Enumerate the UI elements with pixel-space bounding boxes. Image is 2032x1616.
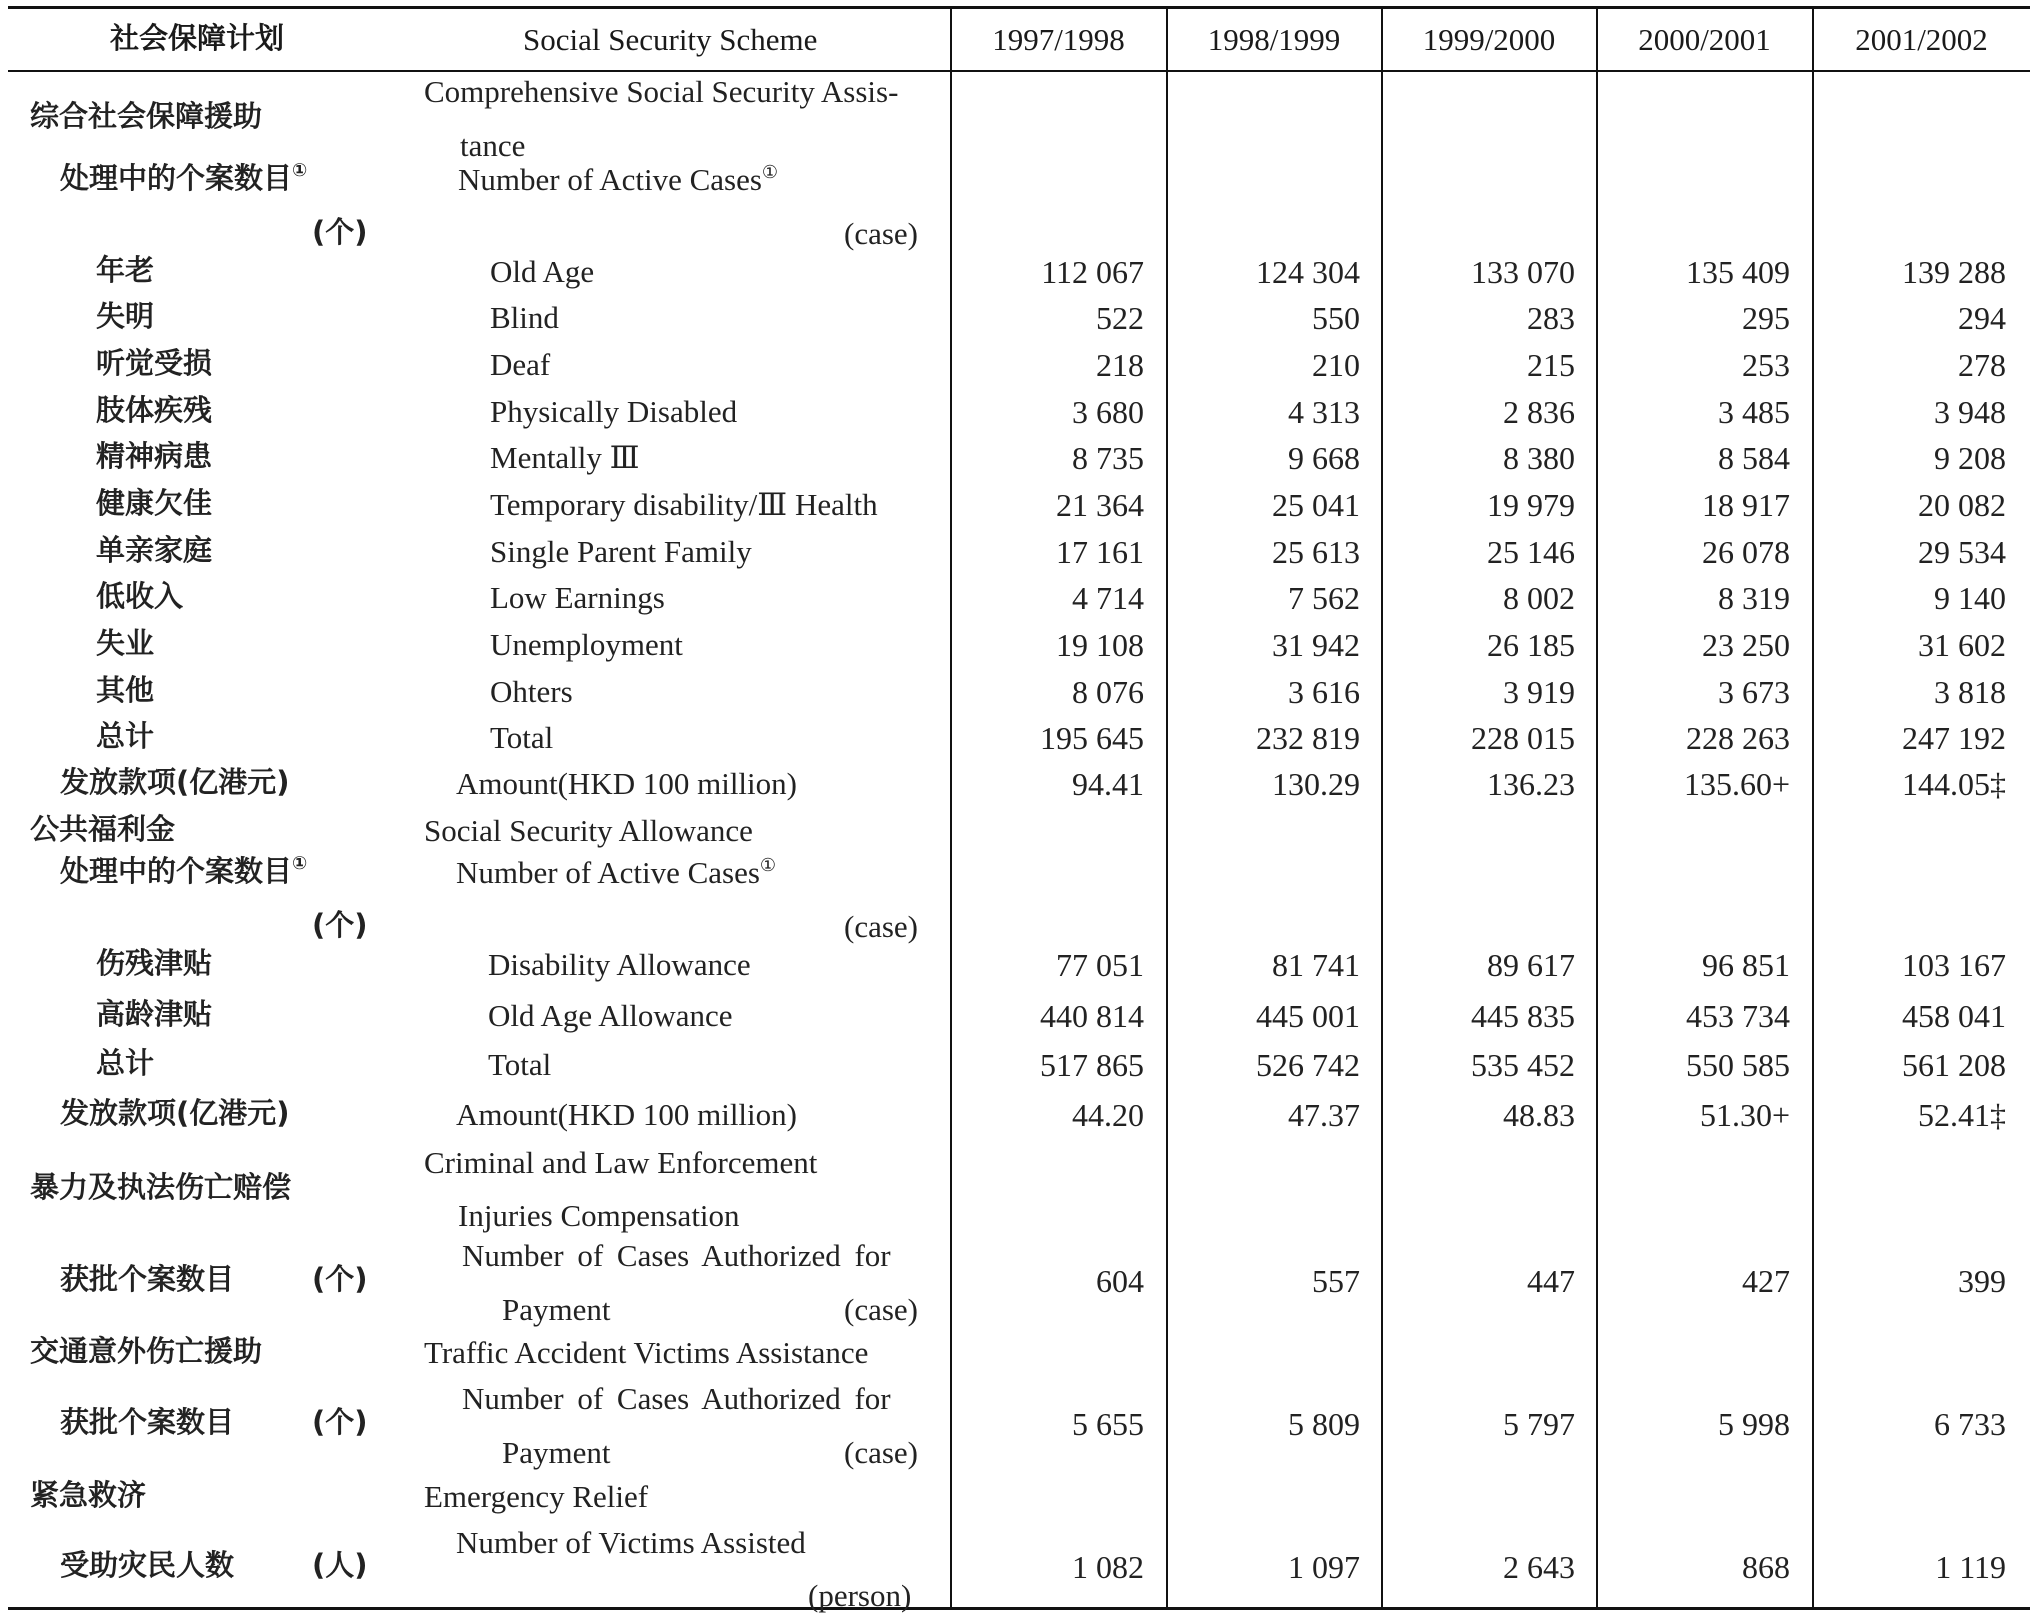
- row-label-chinese: 单亲家庭: [96, 533, 213, 567]
- section-title-chinese: 暴力及执法伤亡赔偿: [30, 1170, 292, 1204]
- data-cell: 294: [1958, 300, 2006, 336]
- data-cell: 1 097: [1288, 1549, 1360, 1585]
- section-title-english: Social Security Allowance: [424, 813, 753, 848]
- column-divider: [1812, 6, 1814, 1610]
- data-cell: 3 948: [1934, 394, 2006, 430]
- unit-english: (case): [844, 1292, 918, 1327]
- data-cell: 130.29: [1272, 766, 1360, 802]
- data-cell: 94.41: [1072, 766, 1144, 802]
- data-cell: 8 584: [1718, 440, 1790, 476]
- data-cell: 447: [1527, 1263, 1575, 1299]
- data-cell: 445 001: [1256, 998, 1360, 1034]
- data-cell: 278: [1958, 347, 2006, 383]
- column-divider: [1381, 6, 1383, 1610]
- data-cell: 535 452: [1471, 1047, 1575, 1083]
- data-cell: 52.41‡: [1918, 1097, 2006, 1133]
- data-cell: 8 002: [1503, 580, 1575, 616]
- data-cell: 26 078: [1702, 534, 1790, 570]
- data-cell: 5 797: [1503, 1406, 1575, 1442]
- row-label-chinese: 发放款项(亿港元): [60, 1096, 290, 1130]
- section-title-english: Traffic Accident Victims Assistance: [424, 1335, 869, 1370]
- data-cell: 6 733: [1934, 1406, 2006, 1442]
- data-cell: 195 645: [1040, 720, 1144, 756]
- column-divider: [1166, 6, 1168, 1610]
- row-label-english: Physically Disabled: [490, 394, 738, 429]
- row-label-english-cont: Payment: [502, 1292, 611, 1327]
- section-title-english: Criminal and Law Enforcement: [424, 1145, 818, 1180]
- data-cell: 21 364: [1056, 487, 1144, 523]
- unit-english: (case): [844, 909, 918, 944]
- row-label-chinese: 肢体疾残: [96, 393, 213, 427]
- unit-chinese: (个): [312, 215, 368, 249]
- data-cell: 25 613: [1272, 534, 1360, 570]
- row-label-english: Blind: [490, 300, 559, 335]
- row-label-english-cont: Payment: [502, 1435, 611, 1470]
- data-cell: 453 734: [1686, 998, 1790, 1034]
- row-label-english: Total: [488, 1047, 552, 1082]
- row-label-english: Single Parent Family: [490, 534, 752, 569]
- unit-english: (case): [844, 216, 918, 251]
- header-english: Social Security Scheme: [523, 22, 818, 57]
- row-label-english: Unemployment: [490, 627, 683, 662]
- data-cell: 133 070: [1471, 254, 1575, 290]
- subheading-chinese: 处理中的个案数目①: [60, 160, 308, 195]
- data-cell: 228 263: [1686, 720, 1790, 756]
- data-cell: 31 602: [1918, 627, 2006, 663]
- data-cell: 20 082: [1918, 487, 2006, 523]
- data-cell: 557: [1312, 1263, 1360, 1299]
- row-label-english: Deaf: [490, 347, 551, 382]
- unit-english: (case): [844, 1435, 918, 1470]
- data-cell: 2 836: [1503, 394, 1575, 430]
- data-cell: 253: [1742, 347, 1790, 383]
- data-cell: 3 485: [1718, 394, 1790, 430]
- data-cell: 47.37: [1288, 1097, 1360, 1133]
- column-divider: [1596, 6, 1598, 1610]
- data-cell: 517 865: [1040, 1047, 1144, 1083]
- data-cell: 139 288: [1902, 254, 2006, 290]
- data-cell: 17 161: [1056, 534, 1144, 570]
- row-label-chinese: 健康欠佳: [96, 486, 213, 520]
- data-cell: 445 835: [1471, 998, 1575, 1034]
- year-header: 2000/2001: [1638, 22, 1771, 57]
- unit-chinese: (个): [312, 1262, 368, 1296]
- data-cell: 31 942: [1272, 627, 1360, 663]
- row-label-chinese: 受助灾民人数: [60, 1548, 235, 1582]
- data-cell: 526 742: [1256, 1047, 1360, 1083]
- top-rule: [8, 6, 2030, 9]
- data-cell: 7 562: [1288, 580, 1360, 616]
- row-label-english: Mentally Ⅲ: [490, 440, 640, 475]
- data-cell: 136.23: [1487, 766, 1575, 802]
- unit-chinese: (个): [312, 1405, 368, 1439]
- column-divider: [950, 6, 952, 1610]
- row-label-chinese: 失业: [96, 626, 155, 660]
- data-cell: 8 076: [1072, 674, 1144, 710]
- data-cell: 5 809: [1288, 1406, 1360, 1442]
- data-cell: 550: [1312, 300, 1360, 336]
- row-label-english: Number of Cases Authorized for: [462, 1381, 891, 1416]
- data-cell: 18 917: [1702, 487, 1790, 523]
- data-cell: 210: [1312, 347, 1360, 383]
- header-chinese: 社会保障计划: [110, 21, 285, 55]
- data-cell: 427: [1742, 1263, 1790, 1299]
- data-cell: 25 146: [1487, 534, 1575, 570]
- data-cell: 3 818: [1934, 674, 2006, 710]
- row-label-english: Total: [490, 720, 554, 755]
- data-cell: 440 814: [1040, 998, 1144, 1034]
- data-cell: 283: [1527, 300, 1575, 336]
- data-cell: 135 409: [1686, 254, 1790, 290]
- data-cell: 4 714: [1072, 580, 1144, 616]
- data-cell: 247 192: [1902, 720, 2006, 756]
- data-cell: 81 741: [1272, 947, 1360, 983]
- data-cell: 8 735: [1072, 440, 1144, 476]
- data-cell: 5 998: [1718, 1406, 1790, 1442]
- section-title-chinese: 综合社会保障援助: [30, 99, 263, 133]
- data-cell: 215: [1527, 347, 1575, 383]
- data-cell: 218: [1096, 347, 1144, 383]
- row-label-english: Disability Allowance: [488, 947, 751, 982]
- unit-chinese: (人): [312, 1548, 368, 1582]
- data-cell: 3 616: [1288, 674, 1360, 710]
- row-label-chinese: 其他: [96, 673, 155, 707]
- subheading-english: Number of Active Cases①: [458, 162, 779, 197]
- data-cell: 29 534: [1918, 534, 2006, 570]
- data-cell: 5 655: [1072, 1406, 1144, 1442]
- data-cell: 458 041: [1902, 998, 2006, 1034]
- data-cell: 3 680: [1072, 394, 1144, 430]
- data-cell: 19 108: [1056, 627, 1144, 663]
- year-header: 1999/2000: [1422, 22, 1556, 57]
- row-label-english: Old Age: [490, 254, 595, 289]
- data-cell: 4 313: [1288, 394, 1360, 430]
- row-label-english: Amount(HKD 100 million): [456, 766, 797, 801]
- data-cell: 44.20: [1072, 1097, 1144, 1133]
- section-title-chinese: 交通意外伤亡援助: [30, 1334, 263, 1368]
- data-cell: 295: [1742, 300, 1790, 336]
- header-rule: [8, 70, 2030, 72]
- row-label-chinese: 伤残津贴: [96, 946, 213, 980]
- data-cell: 23 250: [1702, 627, 1790, 663]
- data-cell: 868: [1742, 1549, 1790, 1585]
- data-cell: 124 304: [1256, 254, 1360, 290]
- data-cell: 522: [1096, 300, 1144, 336]
- data-cell: 77 051: [1056, 947, 1144, 983]
- subheading-chinese: 处理中的个案数目①: [60, 853, 308, 888]
- data-cell: 399: [1958, 1263, 2006, 1299]
- data-cell: 604: [1096, 1263, 1144, 1299]
- row-label-chinese: 总计: [96, 1046, 155, 1080]
- data-cell: 19 979: [1487, 487, 1575, 523]
- row-label-english: Ohters: [490, 674, 573, 709]
- unit-chinese: (个): [312, 908, 368, 942]
- row-label-chinese: 年老: [96, 253, 155, 287]
- section-title-english: Emergency Relief: [424, 1479, 649, 1514]
- row-label-chinese: 高龄津贴: [96, 997, 213, 1031]
- section-title-english: Comprehensive Social Security Assis-: [424, 74, 899, 109]
- data-cell: 25 041: [1272, 487, 1360, 523]
- data-cell: 1 082: [1072, 1549, 1144, 1585]
- data-cell: 89 617: [1487, 947, 1575, 983]
- year-header: 2001/2002: [1855, 22, 1988, 57]
- row-label-chinese: 低收入: [96, 579, 184, 613]
- data-cell: 3 919: [1503, 674, 1575, 710]
- year-header: 1997/1998: [992, 22, 1125, 57]
- section-title-english-cont: Injuries Compensation: [458, 1198, 740, 1233]
- row-label-chinese: 听觉受损: [96, 346, 213, 380]
- section-title-chinese: 公共福利金: [30, 812, 176, 846]
- data-cell: 3 673: [1718, 674, 1790, 710]
- data-cell: 96 851: [1702, 947, 1790, 983]
- data-cell: 112 067: [1041, 254, 1144, 290]
- row-label-english: Amount(HKD 100 million): [456, 1097, 797, 1132]
- data-cell: 550 585: [1686, 1047, 1790, 1083]
- data-cell: 9 208: [1934, 440, 2006, 476]
- data-cell: 8 319: [1718, 580, 1790, 616]
- row-label-english: Old Age Allowance: [488, 998, 733, 1033]
- row-label-english: Low Earnings: [490, 580, 665, 615]
- data-cell: 135.60+: [1683, 766, 1790, 802]
- row-label-chinese: 总计: [96, 719, 155, 753]
- row-label-chinese: 发放款项(亿港元): [60, 765, 290, 799]
- subheading-english: Number of Active Cases①: [456, 855, 777, 890]
- data-cell: 51.30+: [1699, 1097, 1790, 1133]
- data-cell: 2 643: [1503, 1549, 1575, 1585]
- data-cell: 103 167: [1902, 947, 2006, 983]
- section-title-english-cont: tance: [460, 128, 526, 163]
- bottom-rule: [8, 1607, 2030, 1610]
- data-cell: 9 140: [1934, 580, 2006, 616]
- row-label-english: Temporary disability/Ⅲ Health: [490, 487, 878, 522]
- data-cell: 1 119: [1935, 1549, 2006, 1585]
- row-label-chinese: 获批个案数目: [60, 1405, 235, 1439]
- data-cell: 561 208: [1902, 1047, 2006, 1083]
- row-label-chinese: 精神病患: [96, 439, 213, 473]
- row-label-chinese: 获批个案数目: [60, 1262, 235, 1296]
- year-header: 1998/1999: [1207, 22, 1341, 57]
- data-cell: 26 185: [1487, 627, 1575, 663]
- row-label-english: Number of Victims Assisted: [456, 1525, 806, 1560]
- data-cell: 8 380: [1503, 440, 1575, 476]
- row-label-chinese: 失明: [96, 299, 155, 333]
- unit-english: (person): [808, 1578, 912, 1613]
- data-cell: 48.83: [1503, 1097, 1575, 1133]
- section-title-chinese: 紧急救济: [30, 1478, 147, 1512]
- data-cell: 144.05‡: [1902, 766, 2006, 802]
- data-cell: 228 015: [1471, 720, 1575, 756]
- data-cell: 9 668: [1288, 440, 1360, 476]
- row-label-english: Number of Cases Authorized for: [462, 1238, 891, 1273]
- data-cell: 232 819: [1256, 720, 1360, 756]
